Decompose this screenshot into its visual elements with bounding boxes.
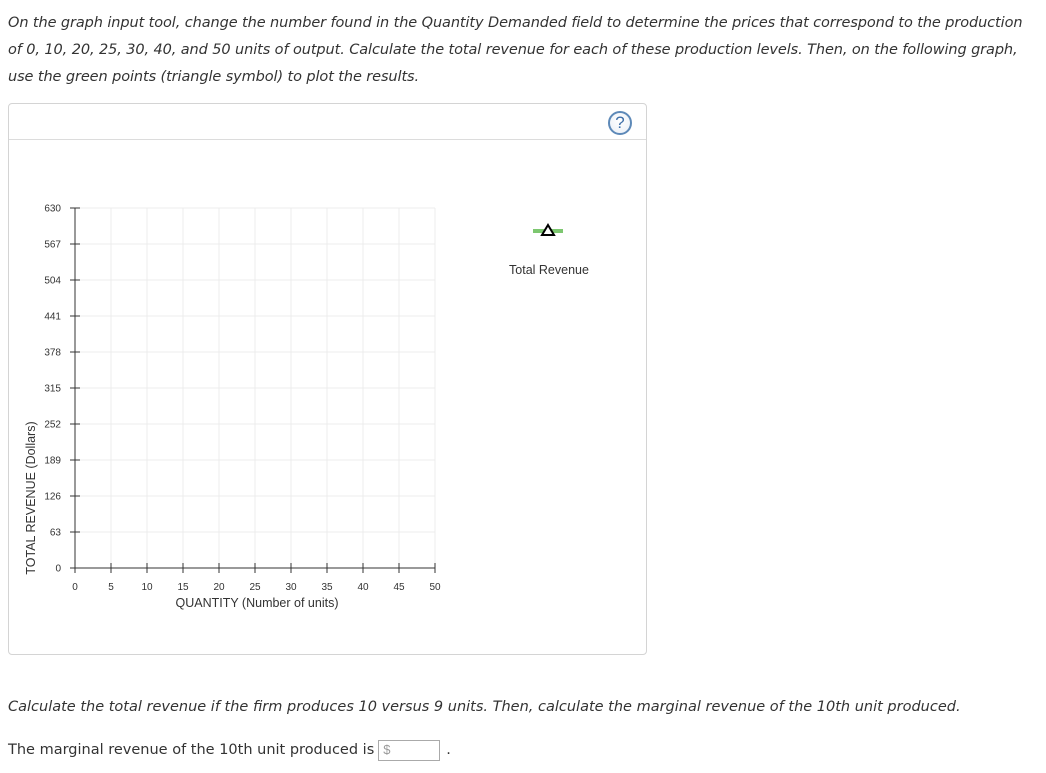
currency-symbol: $ [383, 741, 391, 757]
marginal-revenue-input[interactable] [393, 741, 437, 760]
x-tick-label: 40 [357, 582, 369, 593]
marginal-revenue-field[interactable] [378, 740, 440, 761]
legend-label: Total Revenue [509, 263, 589, 277]
x-tick-label: 50 [429, 582, 441, 593]
y-tick-label: 63 [49, 527, 61, 539]
x-tick-label: 30 [285, 582, 297, 593]
y-tick-label: 630 [44, 203, 61, 215]
x-tick-label: 45 [393, 582, 405, 593]
x-axis-label: QUANTITY (Number of units) [175, 596, 339, 610]
graph-panel [8, 103, 647, 655]
x-tick-label: 15 [177, 582, 189, 593]
y-tick-label: 567 [44, 239, 61, 251]
y-tick-label: 504 [44, 275, 61, 287]
x-tick-label: 0 [72, 582, 78, 593]
instructions-text: On the graph input tool, change the number found in the Quantity Demanded field to determine the prices that correspond to the production of 0, 10, 20, 25, 30, 40, and 50 units of output. Calculate the total revenue for each of these production levels. Then, on the following graph, use the green points (triangle symbol) to plot the results. [8, 15, 1023, 85]
total-revenue-chart[interactable] [9, 104, 646, 654]
question-marginal-revenue: Calculate the total revenue if the firm produces 10 versus 9 units. Then, calculate the marginal revenue of the 10th unit produced. [8, 699, 961, 715]
y-tick-label: 189 [44, 455, 61, 467]
legend-triangle-tool[interactable] [533, 222, 563, 240]
help-icon[interactable]: ? [608, 111, 632, 135]
y-tick-label: 126 [44, 491, 61, 503]
x-tick-label: 10 [141, 582, 153, 593]
y-axis-label: TOTAL REVENUE (Dollars) [24, 421, 38, 575]
x-tick-label: 20 [213, 582, 225, 593]
answer-row [8, 738, 451, 762]
answer-suffix: . [446, 742, 451, 758]
x-tick-label: 5 [108, 582, 114, 593]
y-tick-label: 315 [44, 383, 61, 395]
y-tick-label: 378 [44, 347, 61, 359]
y-tick-label: 252 [44, 419, 61, 431]
answer-label: The marginal revenue of the 10th unit produced is [8, 742, 375, 758]
y-tick-label: 441 [44, 311, 61, 323]
x-tick-label: 25 [249, 582, 261, 593]
x-tick-label: 35 [321, 582, 333, 593]
y-tick-label: 0 [55, 563, 61, 575]
